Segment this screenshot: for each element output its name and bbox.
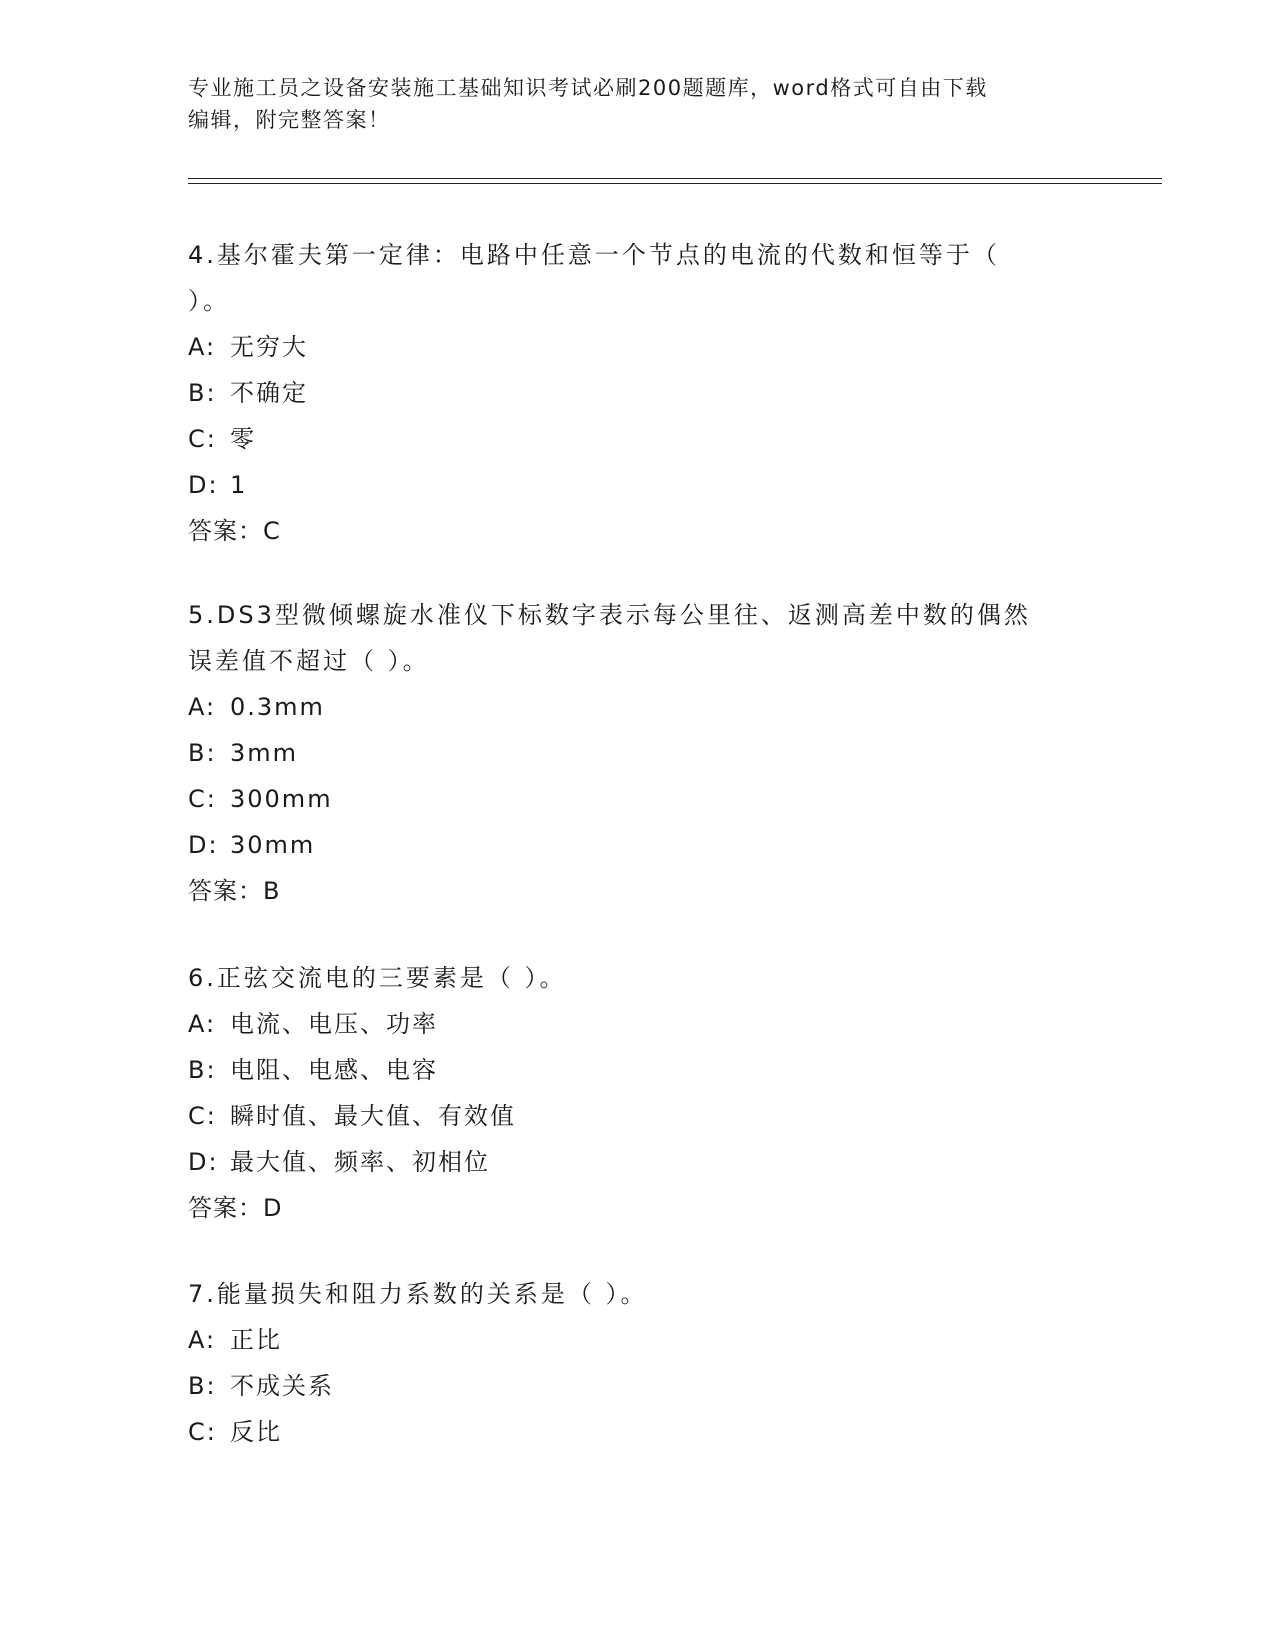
option-a (188, 324, 1088, 370)
option-text: 不成关系 (230, 1372, 334, 1400)
option-b (188, 1363, 1088, 1409)
question-stem: 6.正弦交流电的三要素是（ ）。 (188, 964, 567, 992)
option-key: C: (188, 1102, 217, 1130)
option-b (188, 370, 1088, 416)
option-text: 30mm (230, 831, 316, 859)
option-a (188, 684, 1088, 730)
option-text: 3mm (230, 739, 299, 767)
option-text: 电流、电压、功率 (230, 1010, 438, 1038)
option-b (188, 1047, 1088, 1093)
option-d (188, 1139, 1088, 1185)
answer-label: 答案：B (188, 877, 281, 905)
option-key: B: (188, 379, 217, 407)
option-key: A: (188, 333, 217, 361)
option-text: 瞬时值、最大值、有效值 (230, 1102, 516, 1130)
option-text: 1 (230, 471, 248, 499)
question-7 (188, 1271, 1088, 1455)
option-key: B: (188, 1372, 217, 1400)
option-a (188, 1001, 1088, 1047)
option-text: 零 (230, 425, 256, 453)
question-stem: 4.基尔霍夫第一定律：电路中任意一个节点的电流的代数和恒等于（ (188, 241, 1000, 269)
question-stem: 5.DS3型微倾螺旋水准仪下标数字表示每公里往、返测高差中数的偶然 (188, 601, 1031, 629)
option-key: A: (188, 693, 217, 721)
option-text: 电阻、电感、电容 (230, 1056, 438, 1084)
answer-label: 答案：D (188, 1194, 283, 1222)
header-double-rule (188, 178, 1162, 184)
question-4 (188, 232, 1088, 554)
option-key: C: (188, 785, 217, 813)
option-key: D: (188, 831, 219, 859)
answer-label: 答案：C (188, 517, 281, 545)
option-key: B: (188, 739, 217, 767)
option-c (188, 776, 1088, 822)
option-key: C: (188, 1418, 217, 1446)
option-key: D: (188, 1148, 219, 1176)
option-d (188, 462, 1088, 508)
question-stem-continued: 误差值不超过（ ）。 (188, 647, 430, 675)
option-key: D: (188, 471, 219, 499)
option-text: 不确定 (230, 379, 308, 407)
option-text: 正比 (230, 1326, 282, 1354)
question-stem-continued: ）。 (188, 287, 230, 315)
option-key: A: (188, 1326, 217, 1354)
option-c (188, 416, 1088, 462)
header-title-line-2: 编辑，附完整答案！ (188, 108, 391, 132)
option-text: 无穷大 (230, 333, 308, 361)
option-text: 最大值、频率、初相位 (230, 1148, 490, 1176)
option-key: C: (188, 425, 217, 453)
option-text: 300mm (230, 785, 333, 813)
option-c (188, 1093, 1088, 1139)
option-text: 0.3mm (230, 693, 325, 721)
option-text: 反比 (230, 1418, 282, 1446)
option-key: A: (188, 1010, 217, 1038)
option-a (188, 1317, 1088, 1363)
option-c (188, 1409, 1088, 1455)
option-b (188, 730, 1088, 776)
header-title-line-1: 专业施工员之设备安装施工基础知识考试必刷200题题库，word格式可自由下载 (188, 76, 988, 100)
option-key: B: (188, 1056, 217, 1084)
option-d (188, 822, 1088, 868)
question-6 (188, 955, 1088, 1231)
question-stem: 7.能量损失和阻力系数的关系是（ ）。 (188, 1280, 648, 1308)
question-5 (188, 592, 1088, 914)
document-header (188, 72, 1088, 136)
